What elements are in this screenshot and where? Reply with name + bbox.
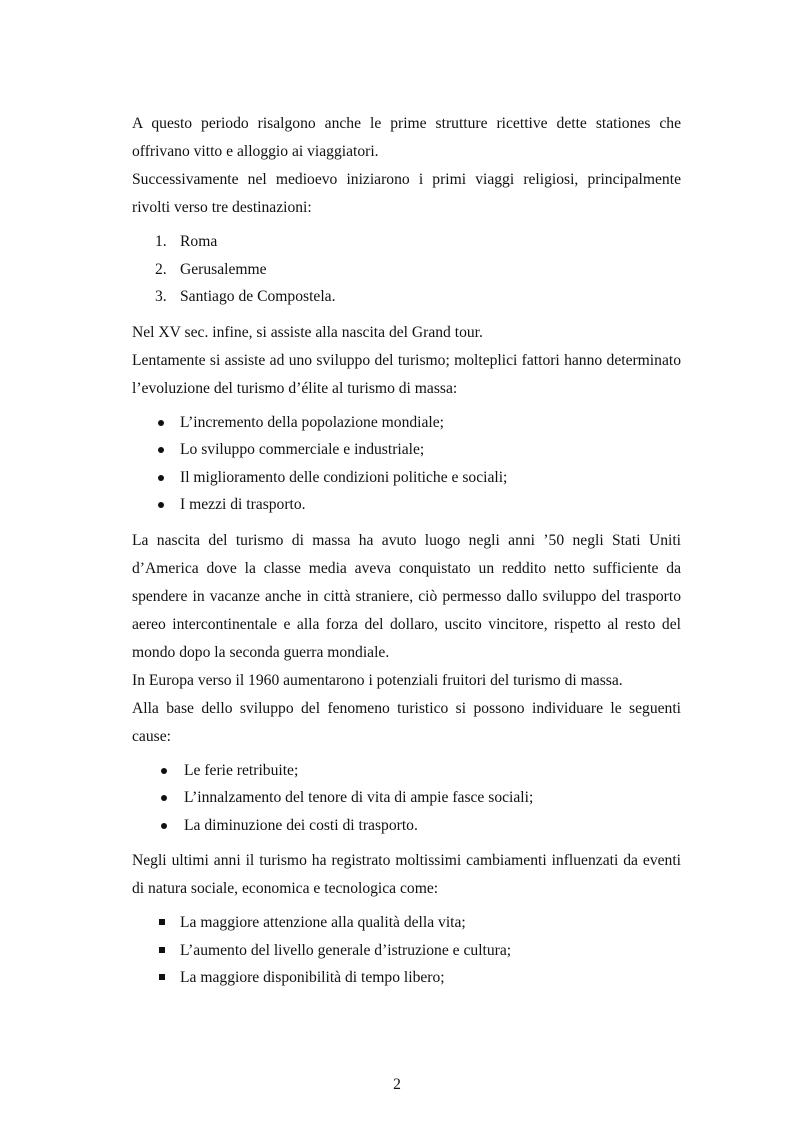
list-item-text: Gerusalemme [180, 260, 267, 278]
list-number: 1. [155, 233, 167, 250]
list-item-text: Santiago de Compostela. [180, 288, 336, 305]
paragraph-europa: In Europa verso il 1960 aumentarono i potenziali fruitori del turismo di massa. [132, 671, 623, 689]
list-item-text: Le ferie retribuite; [184, 761, 299, 779]
list-item [132, 757, 681, 785]
list-item-text: L’incremento della popolazione mondiale; [180, 413, 444, 431]
list-item [132, 964, 681, 992]
list-item-text: I mezzi di trasporto. [180, 496, 306, 513]
causes-list [132, 757, 681, 840]
list-item [132, 491, 681, 519]
changes-list [132, 909, 681, 992]
list-item-text: La maggiore disponibilità di tempo libero; [180, 969, 445, 986]
list-item-text: La diminuzione dei costi di trasporto. [184, 816, 418, 834]
list-number: 3. [155, 288, 167, 305]
list-item [132, 256, 681, 284]
destinations-list [132, 228, 681, 311]
list-item [132, 436, 681, 464]
paragraph-turismo-di-massa: La nascita del turismo di massa ha avuto luogo negli anni ’50 negli Stati Uniti d’America dove la classe media aveva conquistato un reddito netto sufficiente da spendere in vacanze anche in città straniere, ciò permesso dallo sviluppo del trasporto aereo intercontinentale e alla forza del dollaro, uscito vincitore, rispetto al resto del mondo dopo la seconda guerra mondiale. [132, 531, 681, 661]
list-item-text: Roma [180, 233, 218, 250]
document-body [132, 110, 681, 1000]
list-item [132, 464, 681, 492]
paragraph-stationes: A questo periodo risalgono anche le prime strutture ricettive dette stationes che offrivano vitto e alloggio ai viaggiatori. [132, 115, 681, 160]
list-item [132, 812, 681, 840]
paragraph-medioevo: Successivamente nel medioevo iniziarono i primi viaggi religiosi, principalmente rivolti verso tre destinazioni: [132, 171, 681, 216]
list-item-text: L’innalzamento del tenore di vita di ampie fasce sociali; [184, 789, 534, 806]
list-item-text: Il miglioramento delle condizioni politiche e sociali; [180, 468, 508, 486]
list-item [132, 784, 681, 812]
paragraph-sviluppo: Lentamente si assiste ad uno sviluppo del turismo; molteplici fattori hanno determinato l’evoluzione del turismo d’élite al turismo di massa: [132, 351, 681, 397]
list-item [132, 283, 681, 311]
list-item-text: La maggiore attenzione alla qualità della vita; [180, 914, 466, 931]
paragraph-cause: Alla base dello sviluppo del fenomeno turistico si possono individuare le seguenti cause: [132, 699, 681, 745]
paragraph-cambiamenti: Negli ultimi anni il turismo ha registrato moltissimi cambiamenti influenzati da eventi di natura sociale, economica e tecnologica come: [132, 852, 681, 897]
list-item [132, 937, 681, 965]
factors-list [132, 409, 681, 519]
list-number: 2. [155, 260, 167, 278]
list-item [132, 409, 681, 437]
list-item-text: Lo sviluppo commerciale e industriale; [180, 441, 425, 458]
list-item [132, 909, 681, 937]
list-item [132, 228, 681, 256]
page-number: 2 [393, 1076, 401, 1093]
paragraph-grand-tour: Nel XV sec. infine, si assiste alla nascita del Grand tour. [132, 323, 483, 341]
list-item-text: L’aumento del livello generale d’istruzione e cultura; [180, 941, 512, 959]
